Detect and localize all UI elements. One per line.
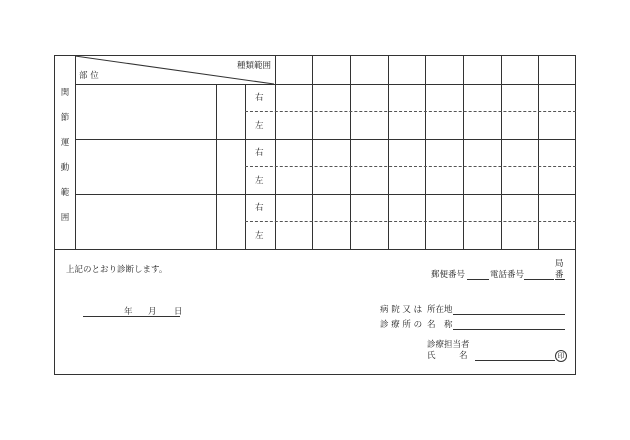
doctor-label: 診療担当者 <box>427 340 470 350</box>
hospital-name-label: 名 称 <box>427 320 453 330</box>
row-dashed-line <box>245 111 576 112</box>
day-label: 日 <box>174 307 183 317</box>
side-label-4: 動 <box>60 163 70 173</box>
header-right-label: 種類範囲 <box>237 61 272 71</box>
side-label-6: 囲 <box>60 213 70 223</box>
address-label: 所在地 <box>427 305 453 315</box>
row-left-label: 左 <box>255 231 264 241</box>
side-label-2: 節 <box>60 113 70 123</box>
row-dashed-line <box>245 221 576 222</box>
number-label: 番 <box>555 270 564 280</box>
hospital-name-underline <box>453 329 565 330</box>
statement-text: 上記のとおり診断します。 <box>66 265 168 275</box>
group-line <box>75 194 576 195</box>
doctor-name-underline <box>475 360 555 361</box>
row-right-label: 右 <box>255 148 264 158</box>
year-label: 年 <box>124 307 133 317</box>
hospital-label-2: 診 療 所 の <box>380 320 423 330</box>
bureau-label: 局 <box>555 259 564 269</box>
doctor-name-label-1: 氏 <box>427 351 436 361</box>
address-underline <box>453 314 565 315</box>
row-dashed-line <box>245 166 576 167</box>
side-label-5: 範 <box>60 188 70 198</box>
postal-underline <box>467 279 489 280</box>
certificate-form <box>54 55 576 375</box>
header-left-label: 部 位 <box>79 71 99 81</box>
month-label: 月 <box>148 307 157 317</box>
group-line <box>75 139 576 140</box>
postal-label: 郵便番号 <box>431 270 466 280</box>
row-right-label: 右 <box>255 203 264 213</box>
phone-label: 電話番号 <box>490 270 525 280</box>
side-label-1: 関 <box>60 88 70 98</box>
side-label-3: 運 <box>60 138 70 148</box>
table-bottom-line <box>55 249 576 250</box>
seal-mark: 印 <box>555 350 567 362</box>
hospital-label-1: 病 院 又 は <box>380 305 423 315</box>
number-underline <box>555 279 565 280</box>
phone-underline <box>524 279 554 280</box>
row-right-label: 右 <box>255 93 264 103</box>
doctor-name-label-2: 名 <box>459 351 468 361</box>
row-left-label: 左 <box>255 121 264 131</box>
row-left-label: 左 <box>255 176 264 186</box>
grid-vline <box>216 84 217 249</box>
